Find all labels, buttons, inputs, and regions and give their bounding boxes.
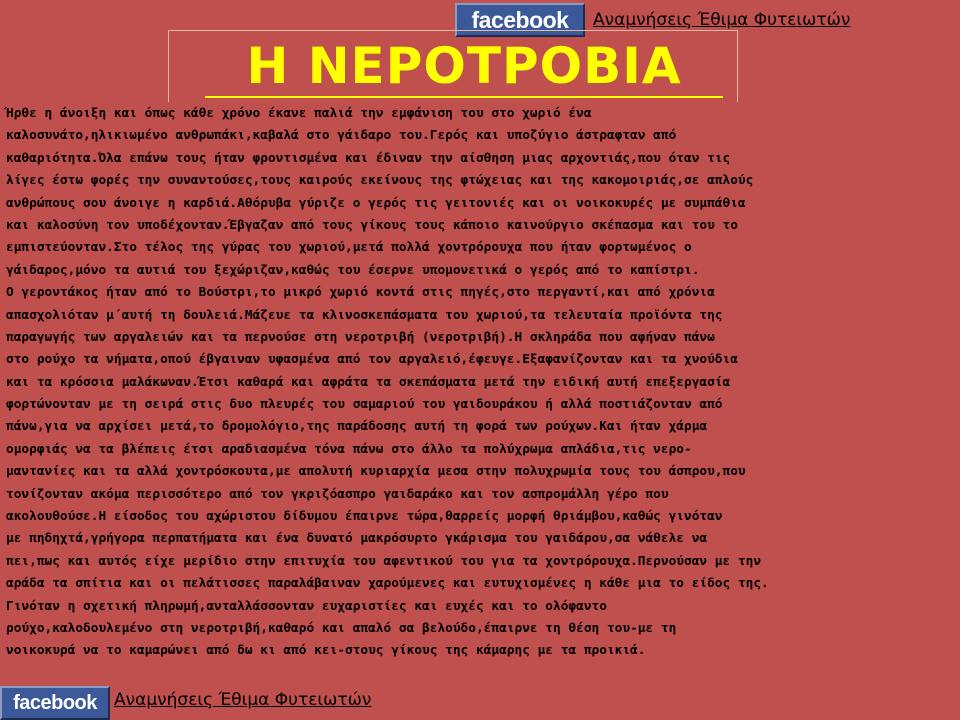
text-line: λίγες έστω φορές την συναντούσες,τους καιρούς εκείνους της φτώχειας και της κακομοιριάς,σε απλούς — [6, 173, 754, 189]
text-line: και καλοσύνη τον υποδέχονταν.Έβγαζαν από τους γίκους τους κάποιο καινούργιο σκέπασμα και του το — [6, 217, 738, 233]
text-line: ανθρώπους σου άνοιγε η καρδιά.Αθόρυβα γύριζε ο γερός τις γειτονιές και οι νοικοκυρές με συμπάθια — [6, 195, 746, 211]
text-line: ρούχο,καλοδουλεμένο στη νεροτριβή,καθαρό και απαλό σα βελούδο,έπαιρνε τη θέση του-με τη — [6, 620, 677, 636]
article-body — [6, 103, 954, 663]
page-name-link[interactable]: Αναμνήσεις Έθιμα Φυτειωτών — [114, 690, 372, 710]
page-title: Η ΝΕΡΟΤΡΟΒΙΑ — [205, 34, 723, 98]
text-line: νοικοκυρά να το καμαρώνει από δω κι από κει-στους γίκους της κάμαρης με τα προικιά. — [6, 643, 646, 659]
text-line: πει,πως και αυτός είχε μερίδιο στην επιτυχία του αφεντικού του για τα χοντρόρουχα.Περνούσαν με την — [6, 553, 762, 569]
facebook-logo-text: facebook — [13, 691, 97, 714]
text-line: πάνω,για να αρχίσει μετά,το δρομολόγιο,της παράδοσης αυτή τη φορά των ρούχων.Και ήταν χάρμα — [6, 419, 708, 435]
text-line: εμπιστεύονταν.Στο τέλος της γύρας του χωριού,μετά πολλά χοντρόρουχα που ήταν φορτωμένος ο — [6, 240, 692, 256]
page-name-link[interactable]: Αναμνήσεις Έθιμα Φυτειωτών — [593, 10, 851, 30]
text-line: και τα κρόσσια μαλάκωναν.Έτσι καθαρά και αφράτα τα σκεπάσματα μετά την ειδική αυτή επεξεργασία — [6, 374, 731, 390]
text-line: με πηδηχτά,γρήγορα περπατήματα και ένα δυνατό μακρόσυρτο γκάρισμα του γαιδάρου,σα νάθελε να — [6, 531, 708, 547]
text-line: αράδα τα σπίτια και οι πελάτισσες παραλάβαιναν χαρούμενες και ευτυχισμένες η κάθε μια το είδος της. — [6, 576, 769, 592]
text-line: απασχολιόταν μ΄αυτή τη δουλειά.Μάζευε τα κλινοσκεπάσματα του χωριού,τα τελευταία προϊόντα της — [6, 307, 723, 323]
text-line: τονίζονταν ακόμα περισσότερο από τον γκριζόασπρο γαιδαράκο και τον ασπρομάλλη γέρο που — [6, 486, 669, 502]
text-line: παραγωγής των αργαλειών και τα περνούσε στη νεροτριβή (νεροτριβή).Η σκληράδα που αφήναν πάνω — [6, 329, 715, 345]
text-line: καλοσυνάτο,ηλικιωμένο ανθρωπάκι,καβαλά στο γάιδαρο του.Γερός και υποζύγιο άστραφταν από — [6, 128, 677, 144]
text-line: ακολουθούσε.Η είσοδος του αχώριστου δίδυμου έπαιρνε τώρα,θαρρείς μορφή θριάμβου,καθώς γινόταν — [6, 509, 723, 525]
facebook-logo — [0, 686, 110, 720]
text-line: καθαριότητα.Όλα επάνω τους ήταν φροντισμένα και έδιναν την αίσθηση μιας αρχοντιάς,που όταν τις — [6, 150, 731, 166]
text-line: φορτώνονταν με τη σειρά στις δυο πλευρές του σαμαριού του γαιδουράκου ή αλλά ποστιάζονταν από — [6, 397, 723, 413]
text-line: στο ρούχο τα νήματα,οπού έβγαιναν υφασμένα από τον αργαλειό,έφευγε.Εξαφανίζονταν και τα χνούδια — [6, 352, 738, 368]
text-line: ομορφιάς να τα βλέπεις έτσι αραδιασμένα τόνα πάνω στο άλλο τα πολύχρωμα απλάδια,τις νερο- — [6, 441, 692, 457]
text-line: Ο γεροντάκος ήταν από το Βούστρι,το μικρό χωριό κοντά στις πηγές,στο περγαντί,και από χρόνια — [6, 285, 715, 301]
text-line: γάιδαρος,μόνο τα αυτιά του ξεχώριζαν,καθώς του έσερνε υπομονετικά ο γερός από το καπίστρι. — [6, 262, 700, 278]
text-line: Γινόταν η σχετική πληρωμή,ανταλλάσσονταν ευχαριστίες και ευχές και το ολόφαντο — [6, 598, 607, 614]
text-line: μαντανίες και τα αλλά χοντρόσκουτα,με απολυτή κυριαρχία μεσα στην πολυχρωμία τους του άσπρου,που — [6, 464, 746, 480]
facebook-logo-text: facebook — [471, 6, 569, 33]
text-line: Ήρθε η άνοιξη και όπως κάθε χρόνο έκανε παλιά την εμφάνιση του στο χωριό ένα — [6, 106, 592, 121]
